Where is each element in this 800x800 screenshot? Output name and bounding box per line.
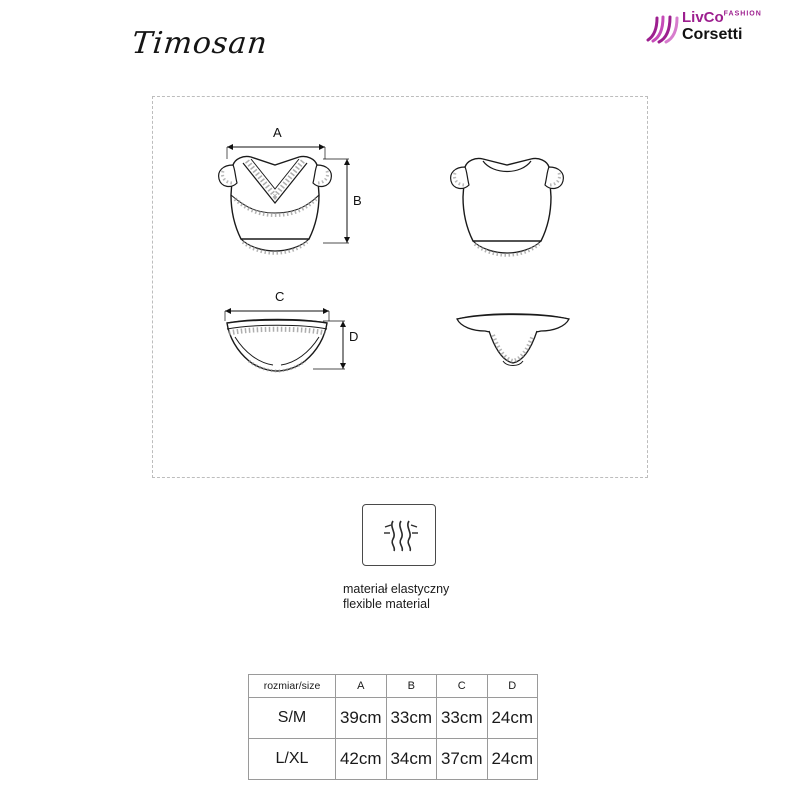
figure-top-front xyxy=(213,125,393,275)
material-caption-pl: materiał elastyczny xyxy=(343,582,450,596)
size-table xyxy=(248,674,538,780)
header-d: D xyxy=(487,675,538,698)
material-caption-en: flexible material xyxy=(343,597,430,611)
header-b: B xyxy=(386,675,437,698)
row-size-sm: S/M xyxy=(249,698,336,739)
figure-briefs-front xyxy=(213,289,393,389)
row-size-lxl: L/XL xyxy=(249,739,336,780)
cell-lxl-d: 24cm xyxy=(487,739,538,780)
brand-line-1: LivCo xyxy=(682,9,724,26)
figure-top-back xyxy=(441,139,591,269)
svg-text:D: D xyxy=(349,329,359,344)
header-a: A xyxy=(336,675,387,698)
illustration-frame xyxy=(152,96,648,478)
material-caption xyxy=(343,582,563,612)
table-row xyxy=(249,739,538,780)
cell-lxl-c: 37cm xyxy=(437,739,488,780)
figure-briefs-back xyxy=(449,301,599,391)
cell-lxl-b: 34cm xyxy=(386,739,437,780)
table-header-row xyxy=(249,675,538,698)
cell-sm-d: 24cm xyxy=(487,698,538,739)
cell-sm-b: 33cm xyxy=(386,698,437,739)
table-row xyxy=(249,698,538,739)
brand-mark-icon xyxy=(644,10,680,46)
cell-sm-c: 33cm xyxy=(437,698,488,739)
cell-sm-a: 39cm xyxy=(336,698,387,739)
header-c: C xyxy=(437,675,488,698)
page-title: Timosan xyxy=(130,26,270,61)
brand-line-2: Corsetti xyxy=(682,26,743,43)
svg-text:C: C xyxy=(275,289,285,304)
svg-text:B: B xyxy=(353,193,362,208)
brand-superscript: FASHION xyxy=(723,10,762,18)
svg-text:A: A xyxy=(273,125,282,140)
elastic-material-icon xyxy=(362,504,436,566)
cell-lxl-a: 42cm xyxy=(336,739,387,780)
brand-logo xyxy=(644,8,774,52)
brand-wordmark xyxy=(682,10,762,43)
header-size-label: rozmiar/size xyxy=(249,675,336,698)
